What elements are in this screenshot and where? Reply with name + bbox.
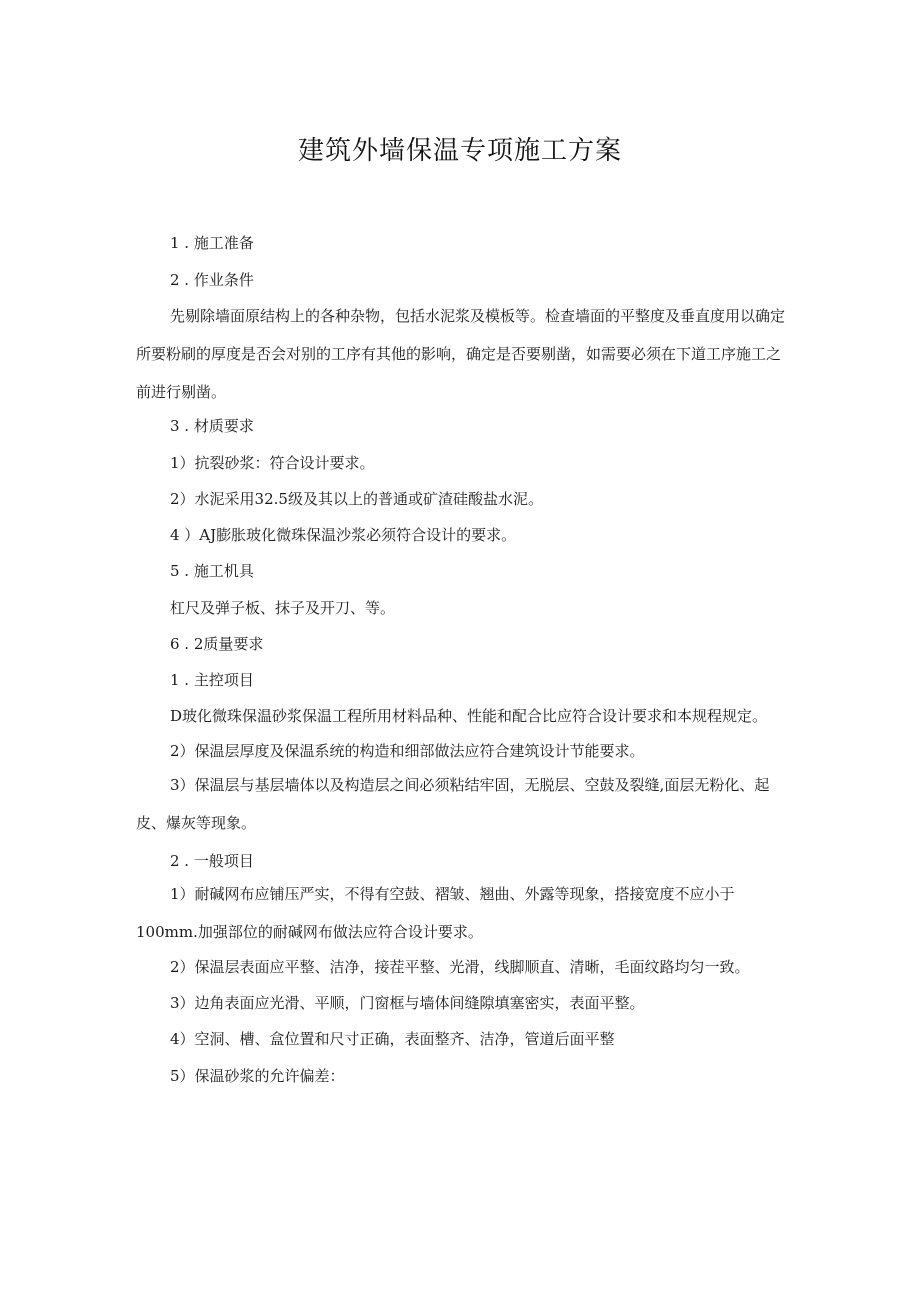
item-main-control-1: D玻化微珠保温砂浆保温工程所用材料品种、性能和配合比应符合设计要求和本规程规定。 <box>170 707 768 725</box>
paragraph-main-control-3: 3）保温层与基层墙体以及构造层之间必须粘结牢固，无脱层、空鼓及裂缝,面层无粉化、起皮、爆灰等现象。 <box>136 776 770 832</box>
heading-general-items: 2 . 一般项目 <box>170 852 254 870</box>
document-title: 建筑外墙保温专项施工方案 <box>297 136 622 166</box>
heading-construction-prep: 1 . 施工准备 <box>170 234 254 252</box>
paragraph-general-item-1: 1）耐碱网布应铺压严实，不得有空鼓、褶皱、翘曲、外露等现象，搭接宽度不应小于100mm.加强部位的耐碱网布做法应符合设计要求。 <box>136 885 735 941</box>
item-tools-list: 杠尺及弹子板、抹子及开刀、等。 <box>170 599 396 617</box>
paragraph-work-conditions: 先剔除墙面原结构上的各种杂物，包括水泥浆及模板等。检查墙面的平整度及垂直度用以确定所要粉刷的厚度是否会对别的工序有其他的影响，确定是否要剔凿，如需要必须在下道工序施工之前进行剔凿。 <box>136 307 786 401</box>
item-main-control-2: 2）保温层厚度及保温系统的构造和细部做法应符合建筑设计节能要求。 <box>170 742 645 760</box>
item-general-3: 3）边角表面应光滑、平顺，门窗框与墙体间缝隙填塞密实，表面平整。 <box>170 994 645 1012</box>
item-insulation-mortar: 4 ）AJ膨胀玻化微珠保温沙浆必须符合设计的要求。 <box>170 526 517 544</box>
heading-quality-requirements: 6 . 2质量要求 <box>170 635 264 653</box>
item-anti-crack-mortar: 1）抗裂砂浆：符合设计要求。 <box>170 454 375 472</box>
item-general-5: 5）保温砂浆的允许偏差： <box>170 1067 345 1085</box>
heading-material-requirements: 3 . 材质要求 <box>170 417 254 435</box>
heading-construction-tools: 5 . 施工机具 <box>170 562 254 580</box>
item-cement: 2）水泥采用32.5级及其以上的普通或矿渣硅酸盐水泥。 <box>170 490 543 508</box>
item-general-4: 4）空洞、槽、盒位置和尺寸正确，表面整齐、洁净，管道后面平整 <box>170 1030 615 1048</box>
item-general-2: 2）保温层表面应平整、洁净，接茬平整、光滑，线脚顺直、清晰，毛面纹路均匀一致。 <box>170 958 750 976</box>
heading-work-conditions: 2 . 作业条件 <box>170 271 254 289</box>
heading-main-control-items: 1 . 主控项目 <box>170 671 254 689</box>
